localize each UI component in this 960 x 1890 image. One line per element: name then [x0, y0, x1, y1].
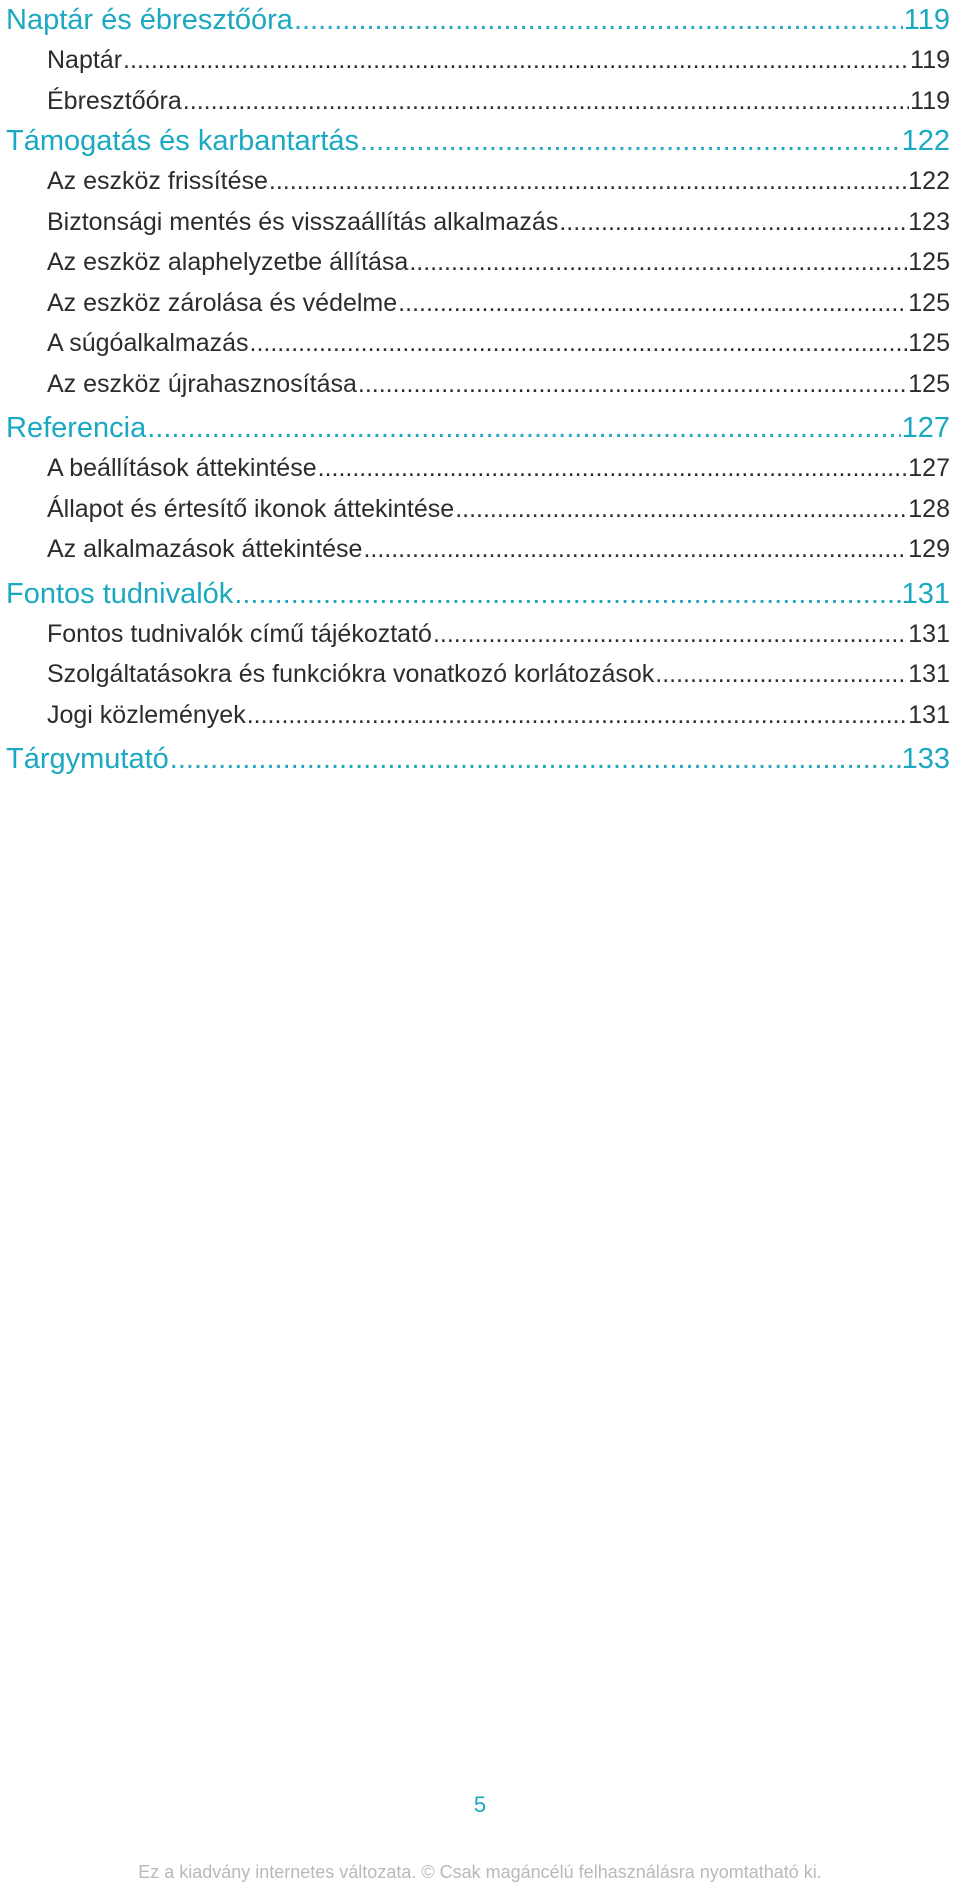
- toc-item[interactable]: [6, 81, 950, 122]
- leader-dots: [363, 529, 907, 570]
- leader-dots: [170, 739, 901, 779]
- toc-item-page: 125: [908, 248, 950, 276]
- leader-dots: [398, 283, 907, 324]
- footer-notice: Ez a kiadvány internetes változata. © Csak magáncélú felhasználásra nyomtatható ki.: [138, 1862, 822, 1882]
- toc-section-page: 127: [901, 412, 950, 444]
- toc-section-reference[interactable]: [6, 408, 950, 448]
- toc-section-page: 131: [901, 577, 950, 610]
- leader-dots: [455, 489, 907, 530]
- leader-dots: [559, 202, 907, 243]
- toc-item-title: Fontos tudnivalók című tájékoztató: [47, 619, 432, 648]
- leader-dots: [247, 695, 908, 736]
- toc-item-page: 131: [908, 700, 950, 729]
- toc-item[interactable]: [6, 364, 950, 405]
- toc-item-title: Állapot és értesítő ikonok áttekintése: [47, 494, 455, 523]
- leader-dots: [250, 323, 908, 364]
- toc-item-page: 131: [908, 619, 950, 648]
- toc-item[interactable]: [6, 448, 950, 489]
- leader-dots: [123, 40, 909, 81]
- toc-section-important-info[interactable]: [6, 574, 950, 614]
- leader-dots: [655, 654, 907, 695]
- toc-section-support[interactable]: [6, 121, 950, 161]
- toc-item-page: 123: [908, 207, 950, 236]
- toc-section-title: Naptár és ébresztőóra: [6, 4, 293, 36]
- toc-item-page: 129: [908, 535, 950, 563]
- toc-item-title: A súgóalkalmazás: [47, 329, 249, 357]
- page-number: 5: [473, 1792, 487, 1817]
- toc-item-page: 125: [908, 288, 950, 317]
- toc-item-title: Jogi közlemények: [47, 700, 246, 729]
- table-of-contents: [6, 0, 950, 779]
- toc-item[interactable]: [6, 202, 950, 243]
- toc-item[interactable]: [6, 614, 950, 655]
- toc-item[interactable]: [6, 529, 950, 570]
- toc-item-page: 125: [908, 329, 950, 357]
- toc-item-title: Biztonsági mentés és visszaállítás alkalmazás: [47, 207, 559, 236]
- leader-dots: [358, 364, 907, 405]
- toc-section-page: 119: [903, 4, 950, 36]
- leader-dots: [269, 161, 907, 202]
- toc-item-title: Szolgáltatásokra és funkciókra vonatkozó korlátozások: [47, 660, 655, 688]
- toc-item-page: 119: [910, 86, 950, 115]
- toc-item-title: Az eszköz újrahasznosítása: [47, 369, 357, 398]
- toc-item-title: Az alkalmazások áttekintése: [47, 535, 363, 563]
- toc-item[interactable]: [6, 695, 950, 736]
- toc-item[interactable]: [6, 242, 950, 283]
- toc-item-page: 122: [908, 167, 950, 195]
- toc-section-title: Referencia: [6, 412, 147, 444]
- toc-item-title: Az eszköz zárolása és védelme: [47, 288, 398, 317]
- toc-item-page: 127: [908, 454, 950, 482]
- toc-item-title: Az eszköz frissítése: [47, 167, 268, 195]
- leader-dots: [318, 448, 908, 489]
- toc-item-title: Az eszköz alaphelyzetbe állítása: [47, 248, 409, 276]
- leader-dots: [409, 242, 907, 283]
- leader-dots: [147, 408, 900, 448]
- toc-section-title: Tárgymutató: [6, 743, 169, 775]
- toc-item-page: 125: [908, 369, 950, 398]
- toc-item[interactable]: [6, 489, 950, 530]
- leader-dots: [234, 574, 900, 614]
- leader-dots: [433, 614, 907, 655]
- toc-item-page: 128: [908, 494, 950, 523]
- leader-dots: [360, 121, 901, 161]
- toc-section-calendar[interactable]: [6, 0, 950, 40]
- toc-item-title: Ébresztőóra: [47, 86, 182, 115]
- toc-section-index[interactable]: [6, 739, 950, 779]
- toc-item[interactable]: [6, 654, 950, 695]
- toc-item[interactable]: [6, 323, 950, 364]
- leader-dots: [183, 81, 909, 122]
- toc-item-title: A beállítások áttekintése: [47, 454, 317, 482]
- toc-item-title: Naptár: [47, 46, 123, 74]
- toc-item[interactable]: [6, 40, 950, 81]
- toc-item-page: 119: [910, 46, 950, 74]
- toc-section-page: 133: [901, 743, 950, 775]
- toc-item-page: 131: [908, 660, 950, 688]
- toc-section-title: Támogatás és karbantartás: [6, 125, 360, 157]
- toc-section-page: 122: [901, 125, 950, 157]
- leader-dots: [294, 0, 903, 40]
- toc-item[interactable]: [6, 161, 950, 202]
- toc-section-title: Fontos tudnivalók: [6, 577, 234, 610]
- toc-item[interactable]: [6, 283, 950, 324]
